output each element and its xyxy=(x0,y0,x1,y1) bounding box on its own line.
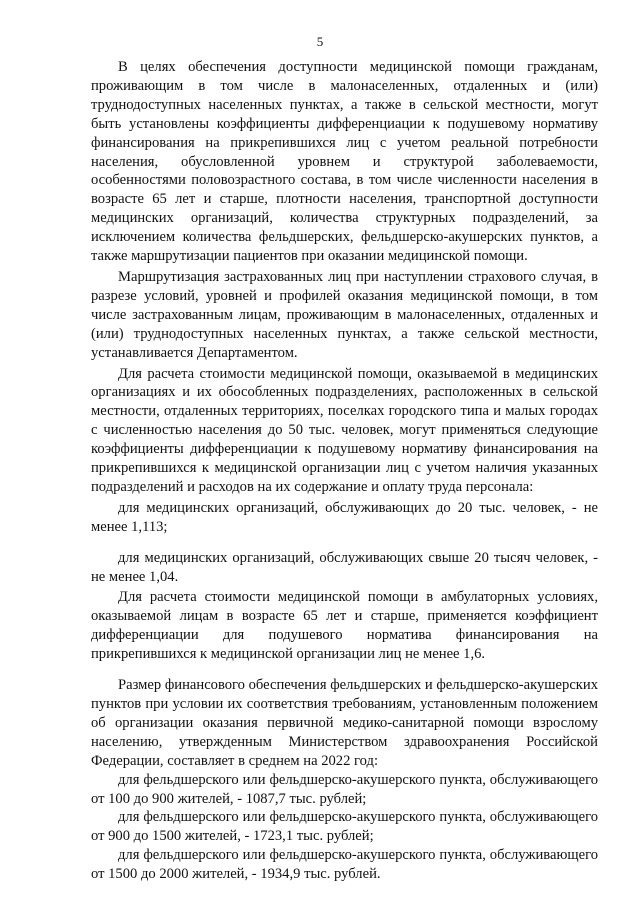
paragraph-rural-cost: Для расчета стоимости медицинской помощи, оказываемой в медицинских организациях и их обособленных подразделениях, расположенных в сельской местности, отдаленных территориях, поселках городского типа и малых городах с численностью населения до 50 тыс. человек, могут применяться следующие коэффициенты дифференциации к подушевому нормативу финансирования на прикрепившихся к медицинской организации лиц с учетом наличия указанных подразделений и расходов на их содержание и оплату труда персонала: xyxy=(91,365,598,495)
paragraph-age-65: Для расчета стоимости медицинской помощи в амбулаторных условиях, оказываемой лицам в возрасте 65 лет и старше, применяется коэффициент дифференциации для подушевого норматива финансирования на прикрепившихся к медицинской организации лиц не менее 1,6. xyxy=(91,589,598,663)
paragraph-over-20k: для медицинских организаций, обслуживающих свыше 20 тысяч человек, - не менее 1,04. xyxy=(91,549,598,585)
document-body xyxy=(91,58,598,884)
paragraph-up-to-20k: для медицинских организаций, обслуживающих до 20 тыс. человек, - не менее 1,113; xyxy=(91,499,598,535)
paragraph-accessibility-coefficients: В целях обеспечения доступности медицинской помощи гражданам, проживающим в том числе в малонаселенных, отдаленных и (или) труднодоступных населенных пунктах, а также в сельской местности, могут быть установлены коэффициенты дифференциации к подушевому нормативу финансирования на прикрепившихся лиц с учетом реальной потребности населения, обусловленной уровнем и структурой заболеваемости, особенностями половозрастного состава, в том числе численности населения в возрасте 65 лет и старше, плотности населения, транспортной доступности медицинских организаций, количества структурных подразделений, за исключением количества фельдшерских, фельдшерско-акушерских пунктов, а также маршрутизации пациентов при оказании медицинской помощи. xyxy=(91,59,598,265)
paragraph-fap-funding: Размер финансового обеспечения фельдшерских и фельдшерско-акушерских пунктов при условии их соответствия требованиям, установленным положением об организации оказания первичной медико-санитарной помощи взрослому населению, утвержденным Министерством здравоохранения Российской Федерации, составляет в среднем на 2022 год: xyxy=(91,677,598,769)
paragraph-fap-100-900: для фельдшерского или фельдшерско-акушерского пункта, обслуживающего от 100 до 900 жителей, - 1087,7 тыс. рублей; xyxy=(91,771,598,807)
paragraph-fap-1500-2000: для фельдшерского или фельдшерско-акушерского пункта, обслуживающего от 1500 до 2000 жителей, - 1934,9 тыс. рублей. xyxy=(91,847,598,883)
page-number: 5 xyxy=(316,34,324,49)
paragraph-routing: Маршрутизация застрахованных лиц при наступлении страхового случая, в разрезе условий, уровней и профилей оказания медицинской помощи, в том числе застрахованным лицам, проживающим в малонаселенных, отдаленных и (или) труднодоступных населенных пунктах, а также сельской местности, устанавливается Департаментом. xyxy=(91,268,598,361)
paragraph-fap-900-1500: для фельдшерского или фельдшерско-акушерского пункта, обслуживающего от 900 до 1500 жителей, - 1723,1 тыс. рублей; xyxy=(91,809,598,845)
